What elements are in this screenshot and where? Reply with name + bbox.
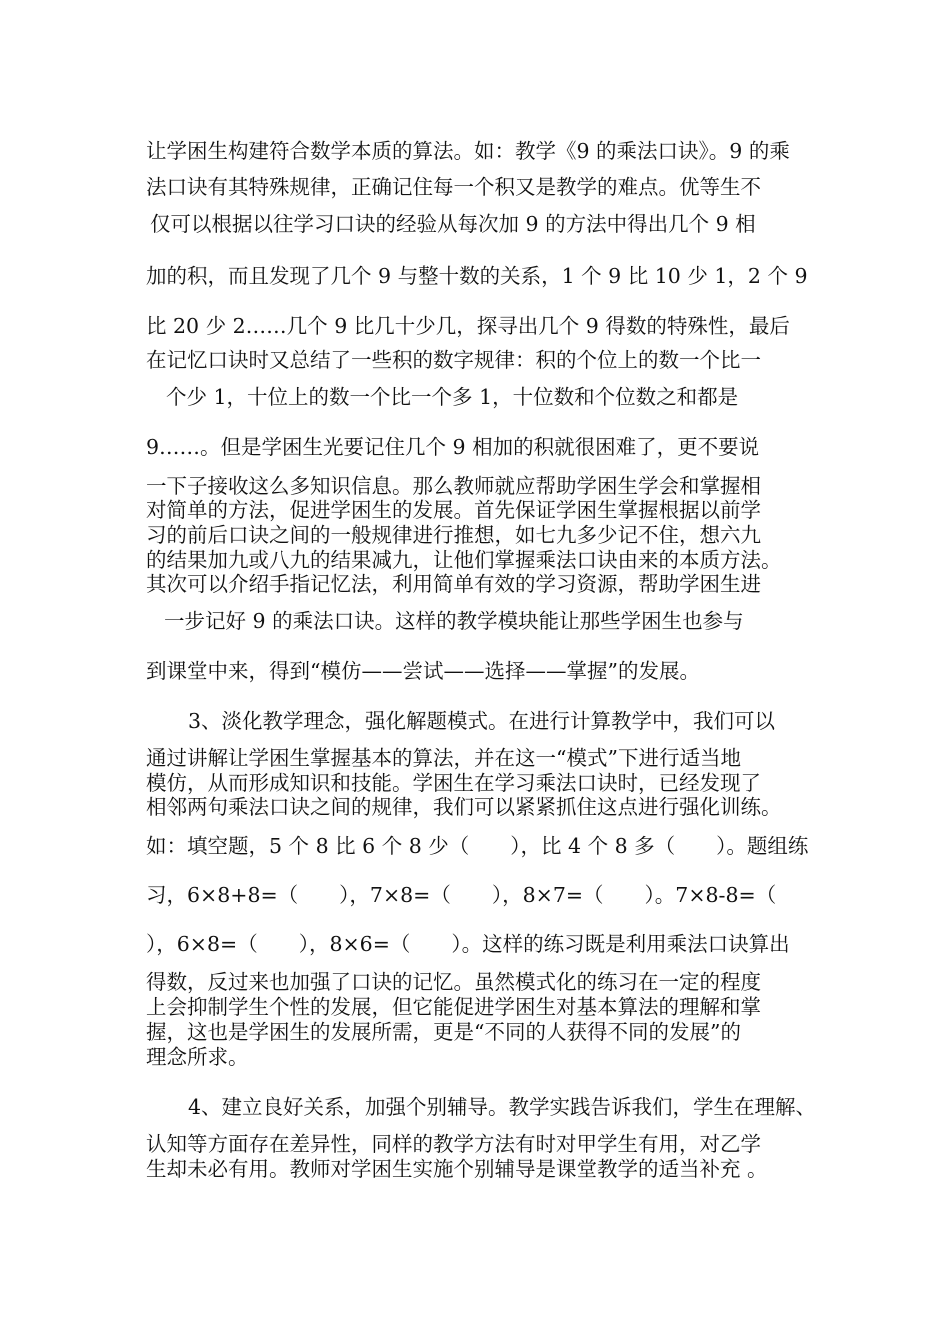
text-line: 仅可以根据以往学习口诀的经验从每次加 9 的方法中得出几个 9 相 [150,212,756,236]
text-line: 习的前后口诀之间的一般规律进行推想，如七九多少记不住，想六九 [146,523,761,547]
paragraph-3-start: 3、淡化教学理念，强化解题模式。在进行计算教学中，我们可以 [188,709,776,733]
text-line: 的结果加九或八九的结果减九，让他们掌握乘法口诀由来的本质方法。 [146,548,782,572]
text-line: 法口诀有其特殊规律，正确记住每一个积又是教学的难点。优等生不 [146,175,761,199]
text-line: 认知等方面存在差异性，同样的教学方法有时对甲学生有用，对乙学 [146,1132,761,1156]
text-line: 一步记好 9 的乘法口诀。这样的教学模块能让那些学困生也参与 [164,609,744,633]
text-line: 一下子接收这么多知识信息。那么教师就应帮助学困生学会和掌握相 [146,474,761,498]
text-line: 到课堂中来，得到“模仿——尝试——选择——掌握”的发展。 [146,659,700,683]
text-line: 握，这也是学困生的发展所需，更是“不同的人获得不同的发展”的 [146,1020,741,1044]
text-line: 习，6×8+8=（ ），7×8=（ ），8×7=（ ）。7×8-8=（ [146,883,777,907]
text-line: 加的积，而且发现了几个 9 与整十数的关系，1 个 9 比 10 少 1，2 个 9 [146,264,808,288]
text-line: 得数，反过来也加强了口诀的记忆。虽然模式化的练习在一定的程度 [146,970,761,994]
text-line: 让学困生构建符合数学本质的算法。如：教学《9 的乘法口诀》。9 的乘 [146,139,790,163]
text-line: 其次可以介绍手指记忆法，利用简单有效的学习资源，帮助学困生进 [146,572,761,596]
text-line: 如：填空题，5 个 8 比 6 个 8 少（ ），比 4 个 8 多（ ）。题组练 [146,834,809,858]
text-line: 通过讲解让学困生掌握基本的算法，并在这一“模式”下进行适当地 [146,746,741,770]
text-line: 在记忆口诀时又总结了一些积的数字规律：积的个位上的数一个比一 [146,348,761,372]
paragraph-4-start: 4、建立良好关系，加强个别辅导。教学实践告诉我们，学生在理解、 [188,1095,817,1119]
text-line: 上会抑制学生个性的发展，但它能促进学困生对基本算法的理解和掌 [146,995,761,1019]
text-line: 理念所求。 [146,1045,249,1069]
text-line: ），6×8=（ ），8×6=（ ）。这样的练习既是利用乘法口诀算出 [146,932,790,956]
text-line: 生却未必有用。教师对学困生实施个别辅导是课堂教学的适当补充 。 [146,1157,768,1181]
text-line: 9……。但是学困生光要记住几个 9 相加的积就很困难了，更不要说 [146,435,760,459]
text-line: 对简单的方法，促进学困生的发展。首先保证学困生掌握根据以前学 [146,498,761,522]
text-line: 个少 1，十位上的数一个比一个多 1，十位数和个位数之和都是 [166,385,739,409]
text-line: 模仿，从而形成知识和技能。学困生在学习乘法口诀时，已经发现了 [146,771,761,795]
text-line: 比 20 少 2……几个 9 比几十少几，探寻出几个 9 得数的特殊性，最后 [146,314,790,338]
text-line: 相邻两句乘法口诀之间的规律，我们可以紧紧抓住这点进行强化训练。 [146,795,782,819]
